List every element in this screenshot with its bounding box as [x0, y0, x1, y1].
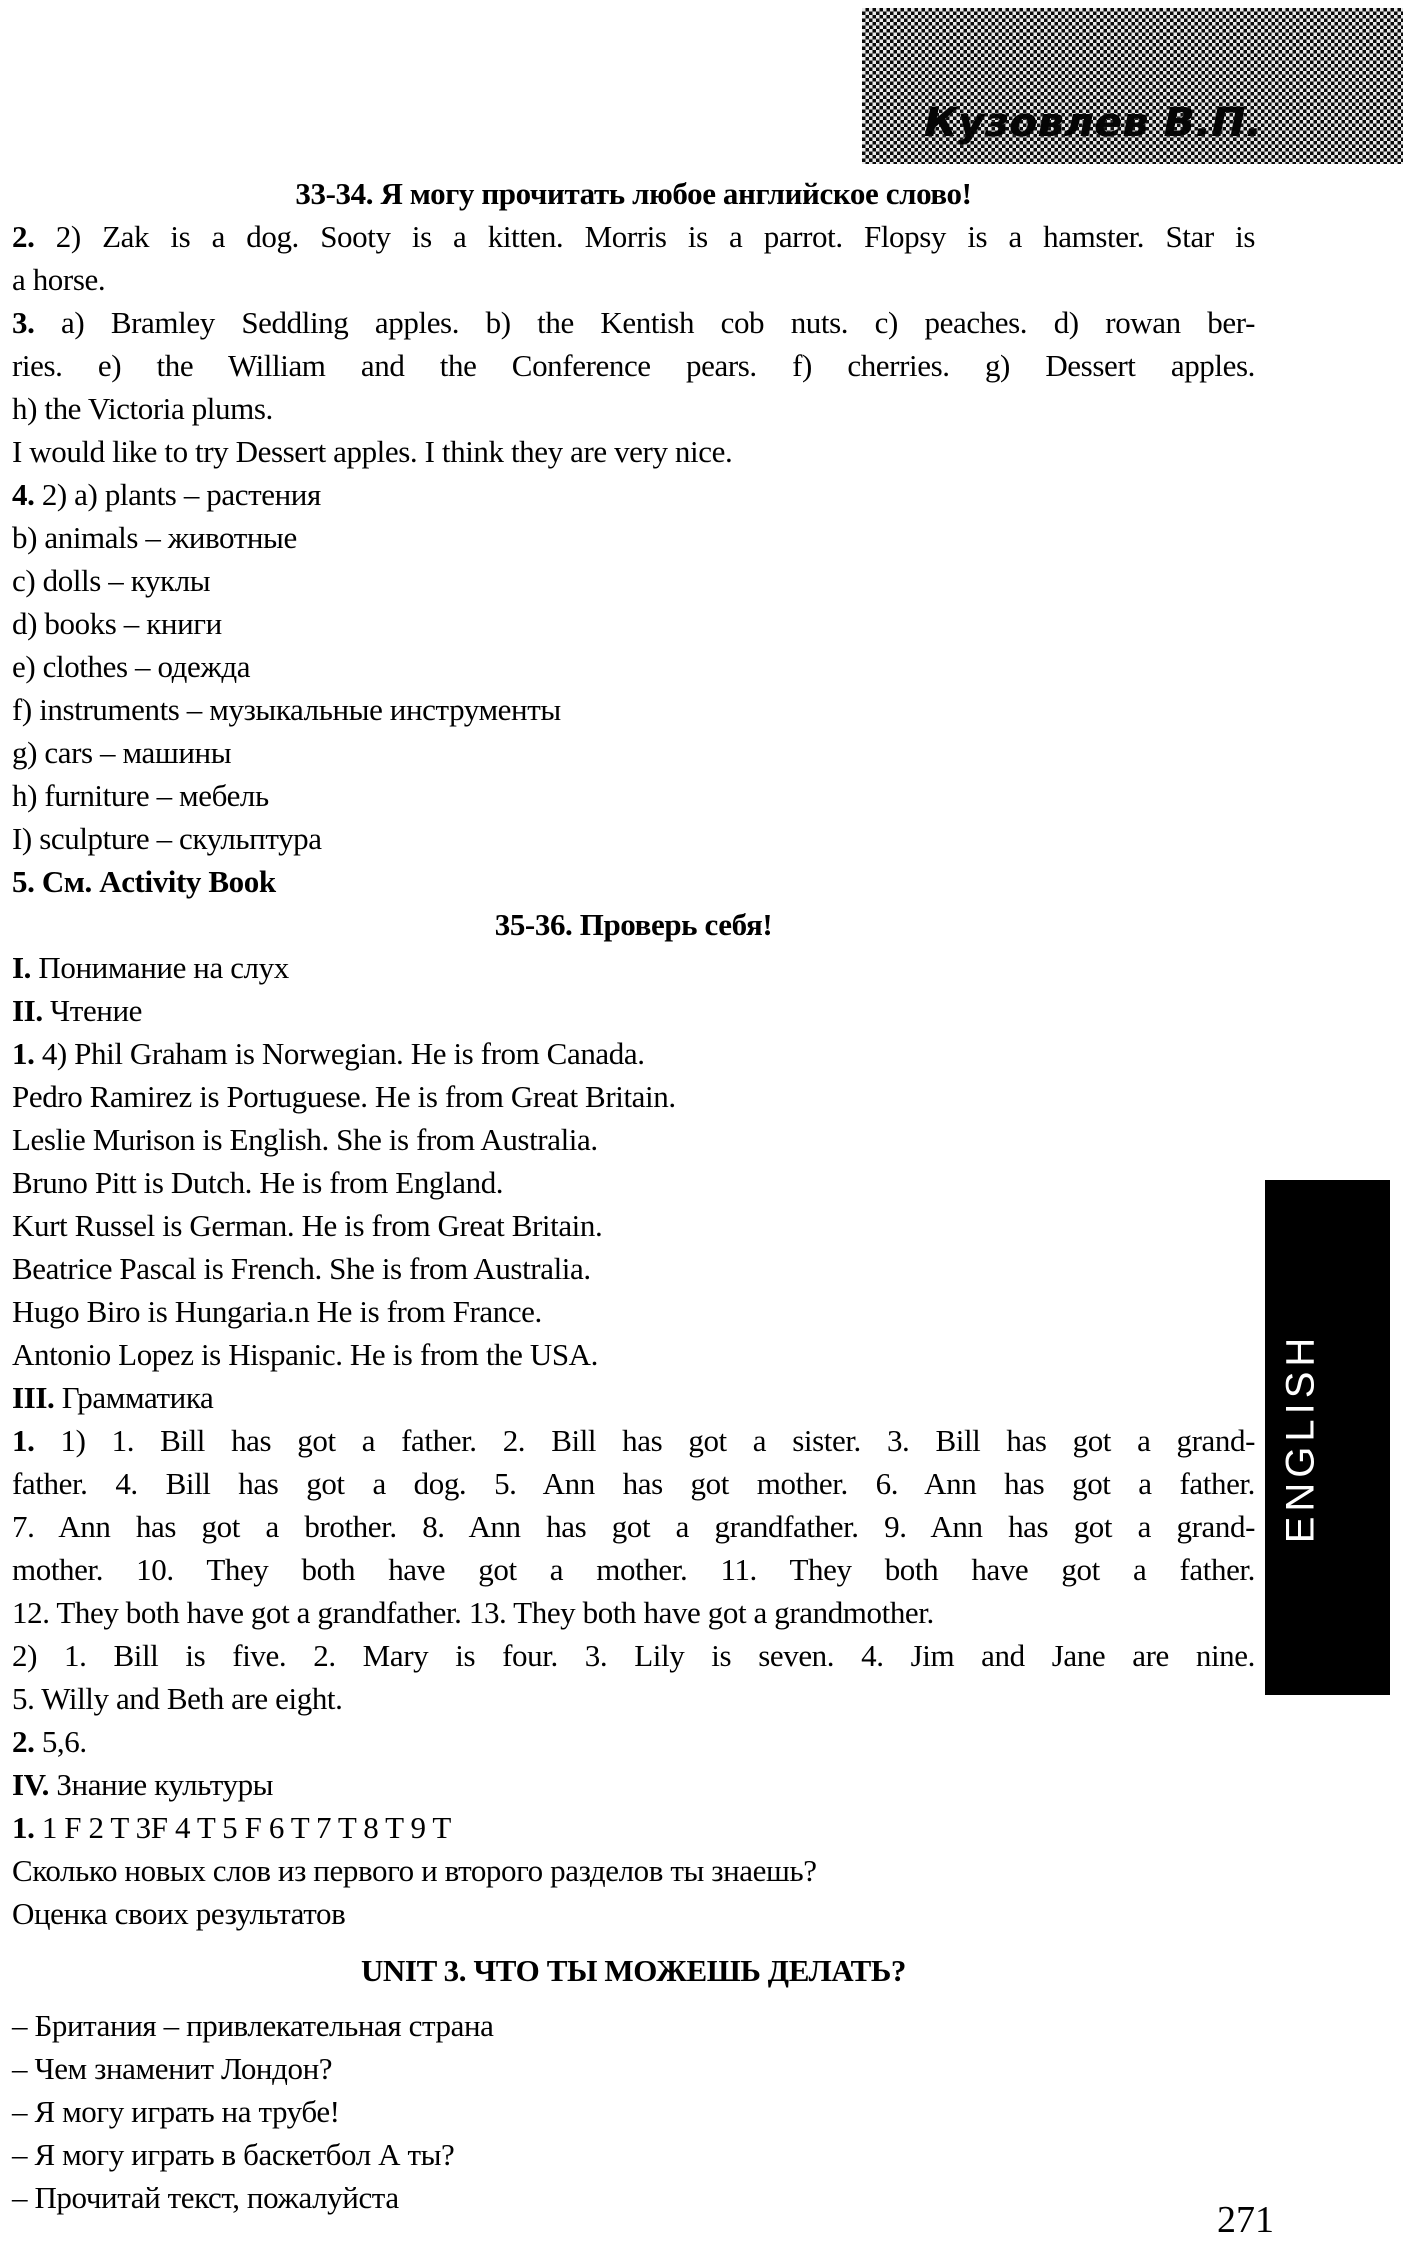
text-line: I) sculpture – скульптура — [12, 821, 322, 856]
text-line: 5. См. Activity Book — [12, 864, 276, 899]
english-section-tab — [1265, 1180, 1390, 1695]
text-line: – Чем знаменит Лондон? — [12, 2051, 333, 2086]
text-line: c) dolls – куклы — [12, 563, 211, 598]
text-line: I would like to try Dessert apples. I think they are very nice. — [12, 434, 733, 469]
text-line: – Я могу играть в баскетбол А ты? — [12, 2137, 455, 2172]
author-banner-image — [862, 8, 1403, 164]
text-line: Pedro Ramirez is Portuguese. He is from Great Britain. — [12, 1079, 676, 1114]
text-line: Hugo Biro is Hungaria.n He is from France. — [12, 1294, 542, 1329]
text-line: 5. Willy and Beth are eight. — [12, 1681, 343, 1716]
text-line: III. Грамматика — [12, 1380, 214, 1415]
text-line: IV. Знание культуры — [12, 1767, 274, 1802]
text-line: Сколько новых слов из первого и второго разделов ты знаешь? — [12, 1853, 817, 1888]
text-line: 4. 2) a) plants – растения — [12, 477, 321, 512]
text-line: Оценка своих результатов — [12, 1896, 346, 1931]
text-line: – Прочитай текст, пожалуйста — [12, 2180, 399, 2215]
text-line: d) books – книги — [12, 606, 222, 641]
text-line: 1. 1) 1. Bill has got a father. 2. Bill has got a sister. 3. Bill has got a grand- — [12, 1423, 1255, 1458]
text-line: h) furniture – мебель — [12, 778, 269, 813]
text-line: Beatrice Pascal is French. She is from Australia. — [12, 1251, 591, 1286]
text-line: 12. They both have got a grandfather. 13. They both have got a grandmother. — [12, 1595, 934, 1630]
text-line: 35-36. Проверь себя! — [494, 907, 773, 942]
text-line: g) cars – машины — [12, 735, 232, 770]
text-line: b) animals – животные — [12, 520, 297, 555]
text-line: I. Понимание на слух — [12, 950, 289, 985]
text-line: Leslie Murison is English. She is from Australia. — [12, 1122, 598, 1157]
author-name: Кузовлев В.П. — [924, 100, 1262, 146]
text-line: ries. e) the William and the Conference pears. f) cherries. g) Dessert apples. — [12, 348, 1255, 383]
text-line: 7. Ann has got a brother. 8. Ann has got a grandfather. 9. Ann has got a grand- — [12, 1509, 1255, 1544]
text-line: Bruno Pitt is Dutch. He is from England. — [12, 1165, 504, 1200]
text-line: e) clothes – одежда — [12, 649, 251, 684]
text-line: mother. 10. They both have got a mother. 11. They both have got a father. — [12, 1552, 1255, 1587]
text-line: II. Чтение — [12, 993, 143, 1028]
text-line: – Британия – привлекательная страна — [12, 2008, 494, 2043]
text-line: 1. 1 F 2 T 3F 4 T 5 F 6 T 7 T 8 T 9 T — [12, 1810, 451, 1845]
text-line: 2. 2) Zak is a dog. Sooty is a kitten. Morris is a parrot. Flopsy is a hamster. Star is — [12, 219, 1255, 254]
text-line: a horse. — [12, 262, 106, 297]
text-line: UNIT 3. ЧТО ТЫ МОЖЕШЬ ДЕЛАТЬ? — [360, 1953, 907, 1988]
text-line: 2. 5,6. — [12, 1724, 87, 1759]
answer-key-text — [12, 172, 1255, 2219]
text-line: father. 4. Bill has got a dog. 5. Ann has got mother. 6. Ann has got a father. — [12, 1466, 1255, 1501]
page-number: 271 — [1217, 2199, 1274, 2241]
english-section-tab-label: ENGLISH — [1278, 1332, 1323, 1543]
text-line: Kurt Russel is German. He is from Great Britain. — [12, 1208, 603, 1243]
text-line: 3. a) Bramley Seddling apples. b) the Kentish cob nuts. c) peaches. d) rowan ber- — [12, 305, 1255, 340]
text-line: h) the Victoria plums. — [12, 391, 273, 426]
text-line: 33-34. Я могу прочитать любое английское слово! — [295, 176, 972, 211]
text-line: 2) 1. Bill is five. 2. Mary is four. 3. Lily is seven. 4. Jim and Jane are nine. — [12, 1638, 1255, 1673]
text-line: f) instruments – музыкальные инструменты — [12, 692, 561, 727]
text-line: – Я могу играть на трубе! — [12, 2094, 340, 2129]
text-line: Antonio Lopez is Hispanic. He is from the USA. — [12, 1337, 599, 1372]
text-line: 1. 4) Phil Graham is Norwegian. He is from Canada. — [12, 1036, 645, 1071]
